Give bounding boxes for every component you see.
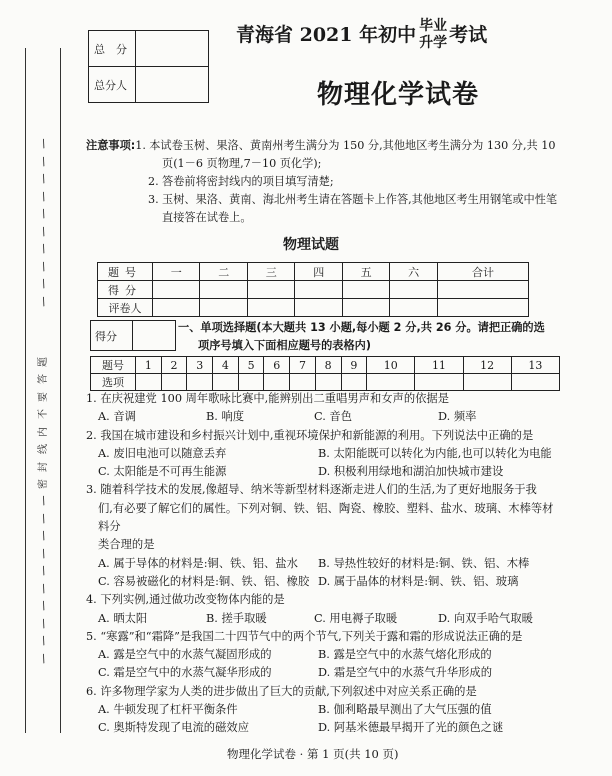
answer-row-label: 选项 [91, 374, 136, 391]
exam-title-stack [419, 18, 447, 52]
exam-subtitle: 物理化学试卷 [317, 80, 480, 110]
seal-char: 线 [38, 444, 49, 454]
answer-table-header [91, 357, 560, 374]
seal-slash-mark: / [39, 276, 48, 291]
note-num-2: 2. [148, 175, 159, 188]
answer-option[interactable]: B. 伽利略最早测出了大气压强的值 [318, 703, 492, 717]
question-stem: 5. “寒露”和“霜降”是我国二十四节气中的两个节气,下列关于露和霜的形成说法正确的是 [86, 629, 523, 643]
seal-char: 不 [38, 409, 49, 419]
answer-input-cell[interactable] [315, 374, 341, 391]
grade-cell[interactable] [153, 281, 200, 299]
seal-slash-mark: / [39, 633, 48, 648]
answer-option[interactable]: A. 露是空气中的水蒸气凝固形成的 [98, 648, 272, 662]
grade-cell[interactable] [200, 299, 247, 317]
seal-slash-mark: / [39, 598, 48, 613]
scorer-row [89, 67, 209, 103]
seal-char: 封 [38, 461, 49, 472]
seal-slash-mark: / [39, 616, 48, 630]
note-num-3: 3. [148, 193, 159, 206]
question-stem: 1. 在庆祝建党 100 周年歌咏比赛中,能辨别出二重唱男声和女声的依据是 [86, 392, 450, 405]
answer-option[interactable]: C. 霜是空气中的水蒸气凝华形成的 [98, 666, 272, 680]
answer-option[interactable]: C. 音色 [314, 410, 353, 424]
answer-option[interactable]: D. 频率 [438, 410, 477, 424]
scorer-value[interactable] [136, 67, 209, 103]
question-item [86, 427, 562, 482]
grade-cell[interactable] [200, 281, 247, 299]
answer-number-cell: 7 [290, 357, 316, 374]
grade-score-row [98, 281, 529, 299]
answer-option[interactable]: B. 导热性较好的材料是:铜、铁、铝、木棒 [318, 556, 530, 570]
seal-line-right [60, 48, 61, 733]
answer-option[interactable]: C. 奥斯特发现了电流的磁效应 [98, 721, 249, 735]
physics-section-title: 物理试题 [283, 237, 339, 253]
total-score-label: 总 分 [89, 31, 136, 67]
question-item [86, 683, 562, 738]
answer-option[interactable]: D. 阿基米德最早揭开了光的颜色之谜 [318, 721, 504, 735]
answer-number-cell: 9 [341, 357, 367, 374]
answer-number-cell: 5 [238, 357, 264, 374]
answer-input-cell[interactable] [415, 374, 463, 391]
grade-header-cell: 合计 [437, 263, 528, 281]
grade-cell[interactable] [342, 299, 389, 317]
exam-title [236, 18, 487, 52]
grade-row-label: 评卷人 [98, 299, 153, 317]
question-options [86, 408, 562, 426]
answer-number-cell: 12 [463, 357, 511, 374]
question-options [86, 610, 562, 628]
seal-line-left [25, 48, 26, 733]
question-options [86, 646, 562, 683]
answer-option[interactable]: D. 积极利用绿地和湖泊加快城市建设 [318, 465, 504, 479]
answer-input-cell[interactable] [290, 374, 316, 391]
answer-number-cell: 6 [264, 357, 290, 374]
seal-slash-mark: / [39, 563, 48, 578]
grade-cell[interactable] [247, 299, 294, 317]
question-stem: 们,有必要了解它们的属性。下列对铜、铁、铝、陶瓷、橡胶、塑料、盐水、玻璃、木棒等材料分 [98, 501, 554, 534]
answer-input-cell[interactable] [511, 374, 559, 391]
notes-section [86, 137, 562, 227]
section1-score-box [90, 320, 176, 351]
grade-cell[interactable] [342, 281, 389, 299]
grade-cell[interactable] [437, 281, 528, 299]
grade-cell[interactable] [437, 299, 528, 317]
total-score-row [89, 31, 209, 67]
answer-number-cell: 10 [367, 357, 415, 374]
seal-slash-mark: / [39, 651, 48, 665]
seal-slash-mark: / [39, 528, 48, 543]
seal-slash-mark: / [39, 154, 48, 168]
grade-cell[interactable] [153, 299, 200, 317]
seal-slash-mark: / [39, 206, 48, 221]
seal-slash-mark: / [39, 511, 48, 525]
grade-cell[interactable] [295, 299, 342, 317]
page-footer: 物理化学试卷 · 第 1 页(共 10 页) [227, 747, 399, 761]
question-stem: 2. 我国在城市建设和乡村振兴计划中,重视环境保护和新能源的利用。下列说法中正确的是 [86, 428, 534, 442]
answer-number-cell: 11 [415, 357, 463, 374]
answer-number-cell: 3 [187, 357, 213, 374]
questions-list [86, 390, 562, 738]
answer-option[interactable]: A. 废旧电池可以随意丢弃 [98, 446, 227, 460]
note-3-line-2: 直接答在试卷上。 [162, 211, 252, 224]
seal-slash-mark: / [39, 546, 48, 560]
answer-input-cell[interactable] [238, 374, 264, 391]
answer-input-cell[interactable] [161, 374, 187, 391]
seal-slash-mark: / [39, 259, 48, 273]
seal-slash-mark: / [39, 294, 48, 308]
note-item-1 [86, 137, 562, 155]
answer-option[interactable]: C. 用电褥子取暖 [314, 611, 398, 625]
grade-header-cell: 三 [247, 263, 294, 281]
section1-heading-line1: 一、单项选择题(本大题共 13 小题,每小题 2 分,共 26 分。请把正确的选 [178, 321, 545, 334]
answer-input-cell[interactable] [136, 374, 162, 391]
answer-option[interactable]: A. 属于导体的材料是:铜、铁、铝、盐水 [98, 556, 298, 570]
grade-cell[interactable] [390, 299, 437, 317]
grade-row-label: 得分 [98, 281, 153, 299]
seal-slash-mark: / [39, 241, 48, 256]
total-score-box [88, 30, 209, 103]
answer-option[interactable]: B. 响度 [206, 410, 245, 424]
grade-table-header [98, 263, 529, 281]
answer-number-cell: 8 [315, 357, 341, 374]
seal-char: 要 [38, 391, 49, 402]
grade-cell[interactable] [247, 281, 294, 299]
note-num-1: 1. [135, 139, 146, 152]
grade-header-cell: 六 [390, 263, 437, 281]
seal-slash-mark: / [39, 224, 48, 238]
seal-slash-mark: / [39, 493, 48, 508]
answer-number-cell: 1 [136, 357, 162, 374]
answer-option[interactable]: B. 露是空气中的水蒸气熔化形成的 [318, 648, 492, 662]
note-item-2 [86, 173, 562, 191]
answer-option[interactable]: C. 容易被磁化的材料是:铜、铁、铝、橡胶 [98, 574, 310, 588]
grade-table [97, 262, 529, 317]
section1-score-value[interactable] [133, 321, 176, 351]
answer-option[interactable]: C. 太阳能是不可再生能源 [98, 465, 227, 479]
answer-number-cell: 13 [511, 357, 559, 374]
grade-grader-row [98, 299, 529, 317]
question-stem: 4. 下列实例,通过做功改变物体内能的是 [86, 593, 285, 607]
note-2-line-1: 答卷前将密封线内的项目填写清楚; [162, 175, 334, 188]
question-item [86, 628, 562, 683]
question-item [86, 481, 562, 591]
answer-option[interactable]: B. 太阳能既可以转化为内能,也可以转化为电能 [318, 446, 552, 460]
exam-title-suffix: 考试 [449, 24, 488, 46]
question-item [86, 390, 562, 427]
answer-option[interactable]: A. 晒太阳 [98, 611, 148, 625]
total-score-value[interactable] [136, 31, 209, 67]
answer-input-cell[interactable] [213, 374, 239, 391]
seal-char: 内 [38, 426, 49, 437]
grade-header-cell: 四 [295, 263, 342, 281]
note-item-3 [86, 191, 562, 209]
seal-slash-mark: / [39, 189, 48, 203]
note-1-line-2: 页(1－6 页物理,7－10 页化学); [162, 157, 322, 170]
grade-header-cell: 一 [153, 263, 200, 281]
section1-heading-line2: 项序号填入下面相应题号的表格内) [198, 339, 371, 352]
seal-char: 题 [38, 356, 49, 367]
answer-input-cell[interactable] [187, 374, 213, 391]
answer-option[interactable]: D. 霜是空气中的水蒸气升华形成的 [318, 666, 492, 680]
question-options [86, 555, 562, 592]
exam-title-prefix: 青海省 2021 年初中 [236, 24, 417, 46]
answer-input-cell[interactable] [264, 374, 290, 391]
note-3-line-1: 玉树、果洛、黄南、海北州考生请在答题卡上作答,其他地区考生用钢笔或中性笔 [162, 193, 558, 206]
answer-table [90, 356, 560, 391]
answer-header-label: 题号 [91, 357, 136, 374]
grade-header-cell: 五 [342, 263, 389, 281]
seal-slash-mark: / [39, 581, 48, 595]
question-stem: 6. 许多物理学家为人类的进步做出了巨大的贡献,下列叙述中对应关系正确的是 [86, 684, 477, 698]
answer-option[interactable]: D. 向双手哈气取暖 [438, 611, 533, 625]
answer-option[interactable]: D. 属于晶体的材料是:铜、铁、铝、玻璃 [318, 574, 519, 588]
answer-option[interactable]: A. 音调 [98, 410, 136, 424]
answer-input-cell[interactable] [341, 374, 367, 391]
grade-cell[interactable] [295, 281, 342, 299]
question-stem: 3. 随着科学技术的发展,像超导、纳米等新型材料逐渐走进人们的生活,为了更好地服务于我 [86, 483, 537, 497]
answer-option[interactable]: B. 搓手取暖 [206, 611, 267, 625]
exam-title-stack-bottom: 升学 [419, 35, 448, 51]
notes-heading: 注意事项: [86, 139, 136, 152]
note-1-line-1: 本试卷玉树、果洛、黄南州考生满分为 150 分,其他地区考生满分为 130 分,共 10 [149, 139, 556, 152]
answer-table-row [91, 374, 560, 391]
seal-char: 答 [38, 374, 49, 384]
answer-input-cell[interactable] [463, 374, 511, 391]
section1-score-label: 得分 [91, 321, 133, 351]
answer-input-cell[interactable] [367, 374, 415, 391]
answer-option[interactable]: A. 牛顿发现了杠杆平衡条件 [98, 703, 238, 717]
grade-header-cell: 二 [200, 263, 247, 281]
question-options [86, 701, 562, 738]
seal-slash-mark: / [39, 136, 48, 151]
section1-heading [178, 319, 562, 355]
seal-char: 密 [38, 479, 49, 489]
grade-header-cell: 题号 [98, 263, 153, 281]
answer-number-cell: 2 [161, 357, 187, 374]
question-options [86, 445, 562, 482]
seal-slash-mark: / [39, 171, 48, 186]
answer-number-cell: 4 [213, 357, 239, 374]
scorer-label: 总分人 [89, 67, 136, 103]
grade-cell[interactable] [390, 281, 437, 299]
question-item [86, 591, 562, 628]
exam-title-stack-top: 毕业 [419, 18, 448, 34]
question-stem: 类合理的是 [98, 538, 155, 552]
